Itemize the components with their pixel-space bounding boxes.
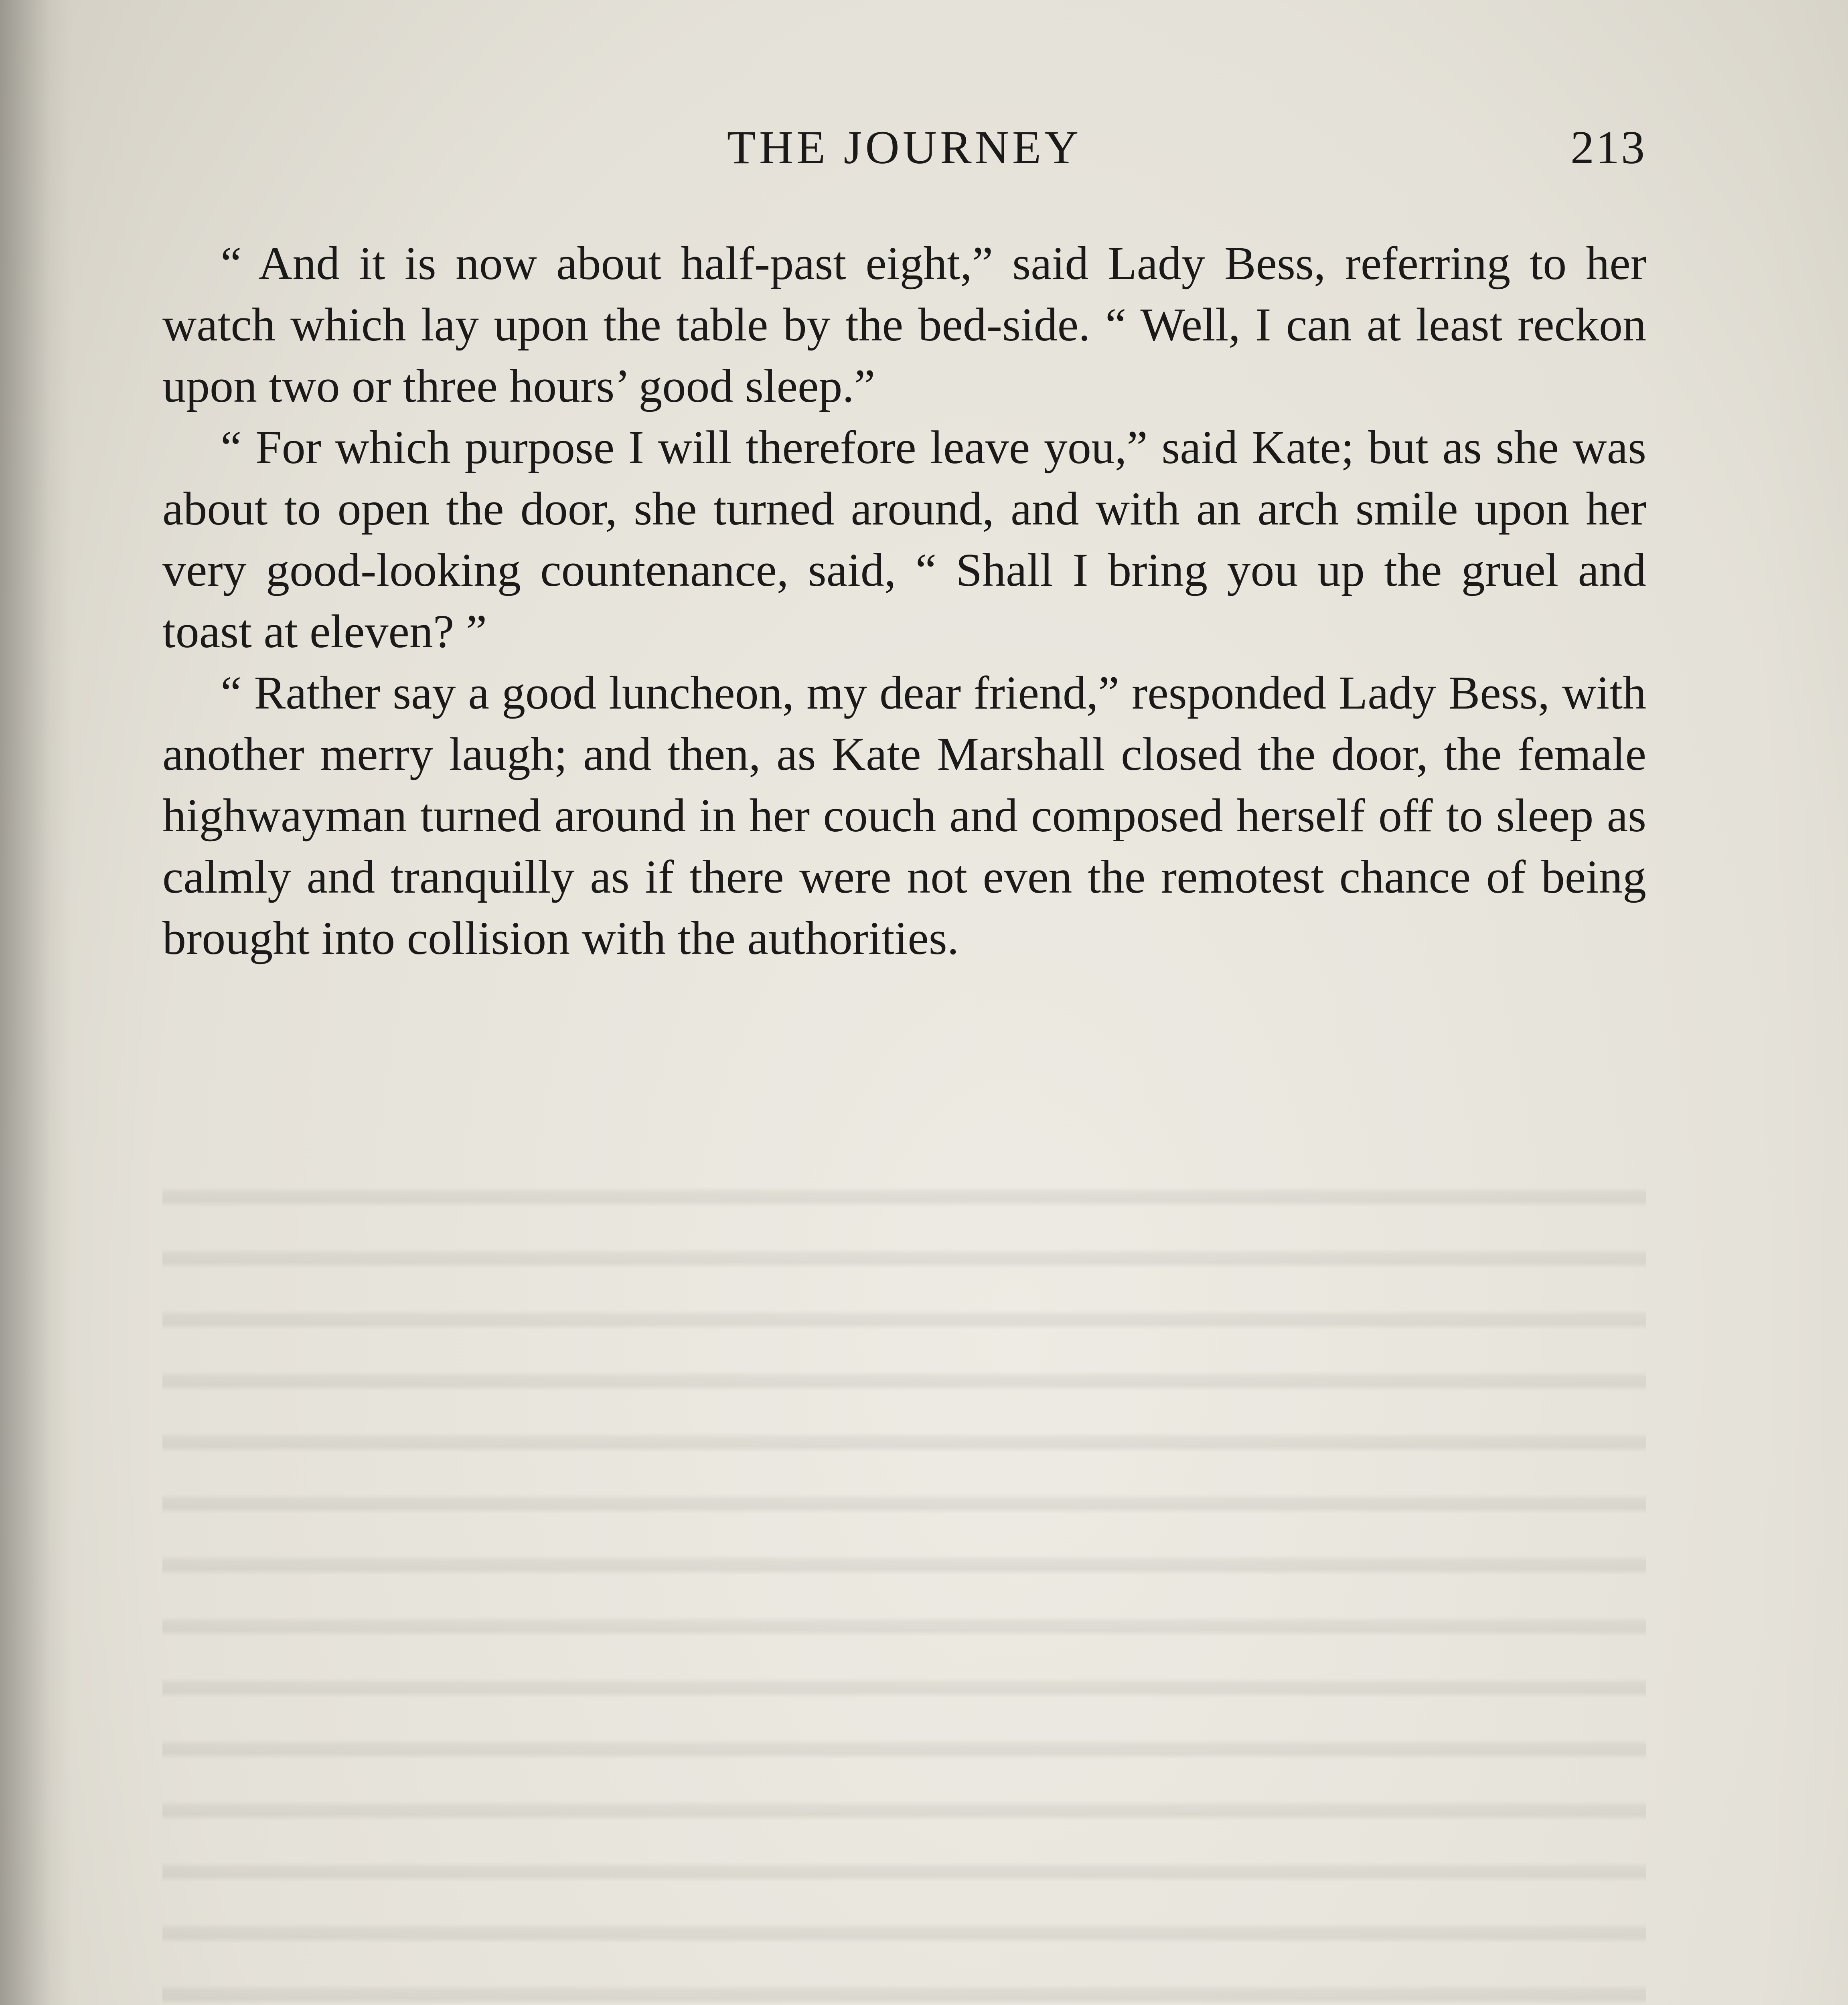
running-title: THE JOURNEY (727, 121, 1082, 174)
page-number: 213 (1570, 121, 1646, 174)
spine-shadow (0, 0, 72, 2005)
paragraph: “ For which purpose I will therefore leave you,” said Kate; but as she was about to open the door, she turned around, and with an arch smile upon her very good-looking countenance, said, “ Shall I bring you up the gruel and toast at eleven? ” (162, 421, 1646, 658)
body-text (162, 233, 1646, 969)
reverse-side-bleed-through (162, 1163, 1646, 2005)
paragraph: “ Rather say a good luncheon, my dear friend,” responded Lady Bess, with another merry laugh; and then, as Kate Marshall closed the door, the female highwayman turned around in her couch and composed herself off to sleep as calmly and tranquilly as if there were not even the remotest chance of being brought into collision with the authorities. (162, 666, 1646, 964)
paragraph: “ And it is now about half-past eight,” said Lady Bess, referring to her watch which lay upon the table by the bed-side. “ Well, I can at least reckon upon two or three hours’ good sleep.” (162, 237, 1646, 412)
page-header (162, 120, 1646, 188)
